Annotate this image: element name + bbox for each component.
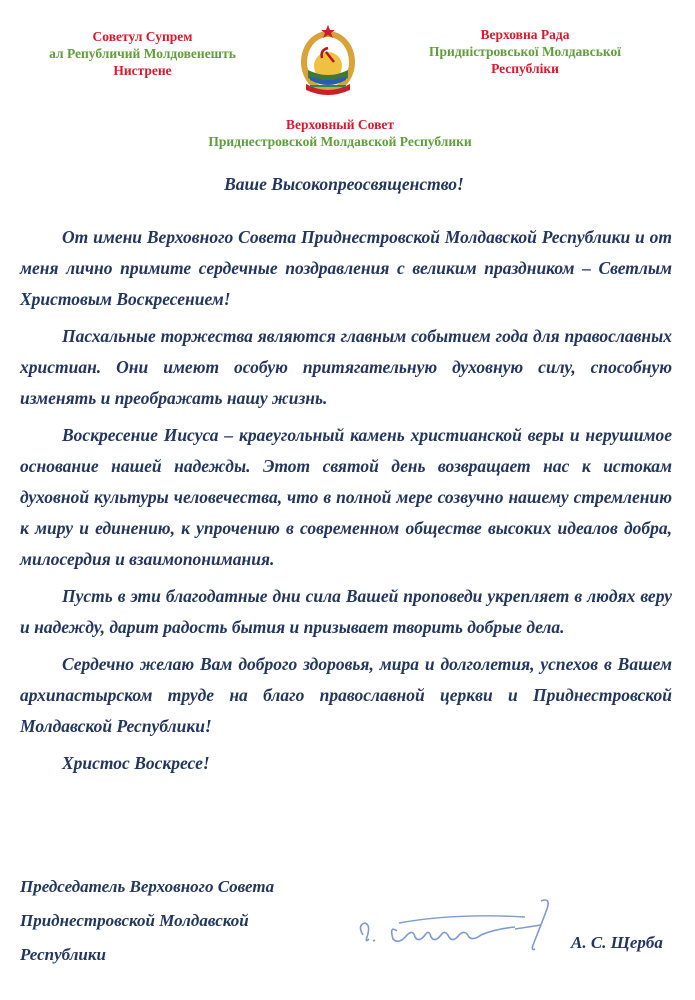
signatory-title-line1: Председатель Верховного Совета: [20, 877, 275, 896]
signer-name: А. С. Щерба: [571, 933, 663, 952]
salutation: Ваше Высокопреосвященство!: [224, 174, 464, 194]
paragraph-5: Сердечно желаю Вам доброго здоровья, мира и долголетия, успехов в Вашем архипастырском труде на благо православной церкви и Приднестровской Молдавской Республики!: [20, 654, 672, 736]
signatory-title-line3: Республики: [20, 945, 106, 964]
paragraph-2: Пасхальные торжества являются главным событием года для православных христиан. Они имеют особую притягательную духовную силу, способную изменять и преображать нашу жизнь.: [20, 326, 672, 408]
header-right: [405, 26, 645, 77]
closing: Христос Воскресе!: [62, 753, 210, 773]
paragraph-3: Воскресение Иисуса – краеугольный камень христианской веры и нерушимое основание нашей надежды. Этот святой день возвращает нас к истокам духовной культуры человечества, что в полной мере созвучно нашему стремлению к миру и единению, к упрочению в современном обществе высоких идеалов добра, милосердия и взаимопонимания.: [20, 425, 672, 569]
handwritten-signature: [355, 895, 555, 955]
header-left: [20, 28, 265, 79]
state-emblem-icon: [298, 22, 358, 98]
header-left-line2: ал Републичий Молдовенешть: [49, 46, 236, 61]
header-right-line1: Верховна Рада: [480, 27, 570, 42]
signatory-title-line2: Приднестровской Молдавской: [20, 911, 249, 930]
paragraph-1: От имени Верховного Совета Приднестровской Молдавской Республики и от меня лично примите сердечные поздравления с великим праздником – Светлым Христовым Воскресением!: [20, 227, 672, 309]
header-center-line1: Верховный Совет: [286, 117, 394, 132]
header-right-line3: Республіки: [491, 61, 559, 76]
header-left-line3: Нистрене: [113, 63, 172, 78]
header-center: [0, 116, 680, 150]
letter-body: [20, 222, 672, 785]
header-center-line2: Приднестровской Молдавской Республики: [208, 134, 472, 149]
header-right-line2: Придністровської Молдавської: [429, 44, 621, 59]
signatory-title: [20, 870, 340, 972]
header-left-line1: Советул Супрем: [92, 29, 193, 44]
paragraph-4: Пусть в эти благодатные дни сила Вашей проповеди укрепляет в людях веру и надежду, дарит радость бытия и призывает творить добрые дела.: [20, 586, 672, 637]
